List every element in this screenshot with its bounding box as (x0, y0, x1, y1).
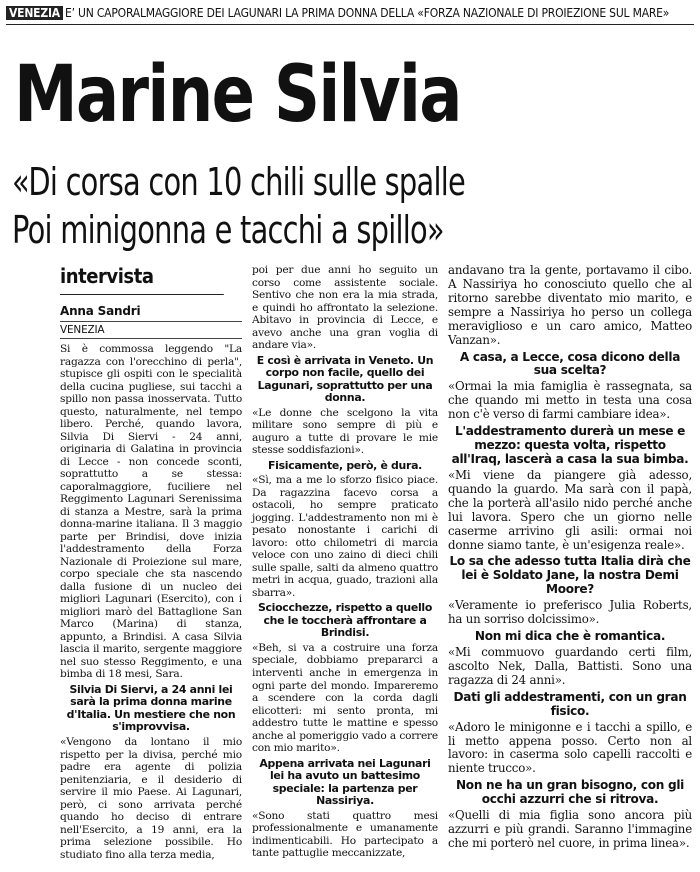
question: L'addestramento durerà un mese e mezzo: questa volta, rispetto all'Iraq, lascerà a casa la sua bimba. (451, 424, 689, 466)
question: Sciocchezze, rispetto a quello che le toccherà affrontare a Brindisi. (257, 601, 433, 640)
section-label: intervista (60, 262, 224, 295)
paragraph: «Mi viene da piangere già adesso, quando la guardo. Ma sarà con il papà, che la porterà all'asilo nido perché anche lui lavora. Spero che un giorno nelle caserme arrivino gli asili: ormai noi donne siamo tante, è un'esigenza reale». (448, 467, 692, 552)
paragraph: «Sono stati quattro mesi professionalmente e umanamente indimenticabili. Ho partecipato a tante pattuglie meccanizzate, (252, 809, 438, 860)
question: Lo sa che adesso tutta Italia dirà che lei è Soldato Jane, la nostra Demi Moore? (449, 554, 691, 597)
paragraph: «Veramente io preferisco Julia Roberts, ha un sorriso dolcissimo». (448, 598, 692, 627)
question: Non mi dica che è romantica. (474, 629, 666, 644)
paragraph: poi per due anni ho seguito un corso come assistente sociale. Sentivo che non era la mia strada, e quindi ho affrontato la selezione. Abitavo in provincia di Lecce, e avevo anche una gran voglia di andare via». (252, 264, 438, 352)
question: Non ne ha un gran bisogno, con gli occhi azzurri che si ritrova. (455, 778, 685, 807)
subhead-line-2: Poi minigonna e tacchi a spillo» (12, 208, 444, 252)
subhead-line-1: «Di corsa con 10 chili sulle spalle (12, 160, 465, 204)
paragraph: «Mi commuovo guardando certi film, ascolto Nek, Dalla, Battisti. Sono una ragazza di 24 anni». (448, 644, 692, 687)
dateline: VENEZIA (60, 321, 242, 339)
paragraph: andavano tra la gente, portavamo il cibo. A Nassiriya ho conosciuto quello che al ritorno sarebbe diventato mio marito, e sempre a Nassiriya ho perso un collega meraviglioso e un caro amico, Matteo Vanzan». (448, 263, 692, 347)
kicker-text: E’ UN CAPORALMAGGIORE DEI LAGUNARI LA PRIMA DONNA DELLA «FORZA NAZIONALE DI PROIEZIONE SUL MARE» (64, 6, 670, 20)
question: Dati gli addestramenti, con un gran fisico. (453, 689, 687, 718)
column-3 (448, 264, 692, 851)
top-rule (6, 24, 694, 25)
paragraph: «Beh, si va a costruire una forza speciale, dobbiamo prepararci a interventi anche in emergenza in ogni parte del mondo. Impareremo a scendere con la corda dagli elicotteri: mi sento pronta, mi addestro tutte le mattine e spesso anche al pomeriggio vado a correre con mio marito». (252, 641, 438, 755)
column-2 (252, 264, 438, 860)
subhead (12, 158, 696, 254)
paragraph: Si è commossa leggendo "La ragazza con l'orecchino di perla", stupisce gli ospiti con le specialità della cucina pugliese, sui tacchi a spillo non passa inosservata. Tutto questo, naturalmente, nel tempo libero. Perché, quando lavora, Silvia Di Siervi - 24 anni, originaria di Galatina in provincia di Lecce - non concede sconti, soprattutto a se stessa: caporalmaggiore, fuciliere nel Reggimento Lagunari Serenissima di stanza a Mestre, sarà la prima donna-marine italiana. Il 3 maggio parte per Brindisi, dove inizia l'addestramento della Forza Nazionale di Proiezione sul mare, corpo speciale che sta nascendo dalla fusione di un nucleo dei migliori Lagunari (Esercito), con i migliori marò del Battaglione San Marco (Marina) di stanza, appunto, a Brindisi. A casa Silvia lascia il marito, sergente maggiore nel suo stesso Reggimento, e una bimba di 18 mesi, Sara. (60, 343, 242, 681)
byline: Anna Sandri (60, 304, 141, 318)
paragraph: «Adoro le minigonne e i tacchi a spillo, e li metto appena posso. Certo non al lavoro: in caserma solo capelli raccolti e niente trucco». (448, 719, 692, 776)
question: Appena arrivata nei Lagunari lei ha avuto un battesimo speciale: la partenza per Nassiriya. (259, 756, 431, 808)
column-1 (60, 262, 242, 861)
question: Fisicamente, però, è dura. (268, 458, 422, 472)
paragraph: «Le donne che scelgono la vita militare sono sempre di più e auguro a tutte di provare le mie stesse soddisfazioni». (252, 406, 438, 457)
question: A casa, a Lecce, cosa dicono della sua scelta? (459, 349, 681, 378)
paragraph: «Sì, ma a me lo sforzo fisico piace. Da ragazzina facevo corsa a ostacoli, ho sempre praticato jogging. L'addestramento non mi è pesato nonostante i carichi di lavoro: otto chilometri di marcia veloce con uno zaino di dieci chili sulle spalle, salti da almeno quattro metri in acqua, guado, trazioni alla sbarra». (252, 474, 438, 599)
paragraph: «Vengono da lontano il mio rispetto per la divisa, perché mio padre era agente di polizia penitenziaria, e il desiderio di servire il mio Paese. Ai Lagunari, però, ci sono arrivata perché quando ho deciso di entrare nell'Esercito, a 19 anni, era la prima selezione possibile. Ho studiato fino alla terza media, (60, 735, 242, 861)
kicker (6, 4, 696, 22)
kicker-tag: VENEZIA (6, 6, 63, 20)
question: E così è arrivata in Veneto. Un corpo non facile, quello dei Lagunari, soprattutto per una donna. (256, 353, 434, 405)
paragraph: «Quelli di mia figlia sono ancora più azzurri e più grandi. Saranno l'immagine che mi porterò nel cuore, in prima linea». (448, 808, 692, 850)
question: Silvia Di Siervi, a 24 anni lei sarà la prima donna marine d'Italia. Un mestiere che non s'improvvisa. (66, 682, 236, 734)
headline: Marine Silvia (14, 50, 461, 140)
paragraph: «Ormai la mia famiglia è rassegnata, sa che quando mi metto in testa una cosa non c'è verso di farmi cambiare idea». (448, 379, 692, 422)
